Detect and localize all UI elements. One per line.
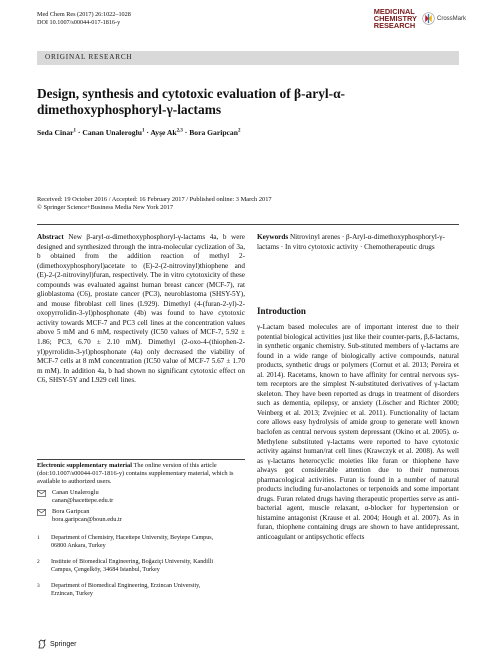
author-name[interactable]: Seda Cinar: [37, 128, 74, 137]
copyright-line: © Springer Science+Business Media New York 2017: [37, 204, 174, 212]
author-name[interactable]: Ayşe Ak: [150, 128, 177, 137]
title-line-2: dimethoxyphosphoryl-γ-lactams: [37, 102, 222, 117]
journal-logo: [374, 8, 417, 30]
article-title: [37, 86, 457, 118]
affiliation: [37, 534, 245, 550]
author-separator: ·: [146, 128, 149, 137]
divider: [37, 224, 459, 225]
affiliation: [37, 582, 245, 598]
publisher-mark: [37, 639, 76, 649]
journal-logo-area: [374, 8, 466, 30]
affiliation-number: 3: [37, 583, 40, 589]
affiliation-number: 1: [37, 535, 40, 541]
author-affil: 2,3: [176, 128, 183, 134]
author-name[interactable]: Canan Unaleroglu: [82, 128, 142, 137]
affiliation-line: Department of Biomedical Engineering, Erzincan University,: [51, 583, 201, 589]
journal-line: Med Chem Res (2017) 26:1022–1028: [37, 11, 131, 18]
keywords-label: Keywords: [257, 233, 289, 241]
contact-email[interactable]: canan@hacettepe.edu.tr: [52, 497, 114, 505]
abstract-section: [37, 233, 245, 386]
contact-name: Bora Garipcan: [52, 508, 90, 515]
author-separator: ·: [184, 128, 188, 137]
affiliation-line: Erzincan, Turkey: [51, 591, 93, 597]
affiliation: [37, 558, 245, 574]
esm-label: Electronic supplementary material: [37, 462, 133, 469]
title-line-1: Design, synthesis and cytotoxic evaluation of β-aryl-α-: [37, 86, 345, 101]
journal-reference: [37, 11, 131, 27]
envelope-icon: [37, 509, 46, 516]
history-dates: Received: 19 October 2016 / Accepted: 16 February 2017 / Published online: 3 March 2017: [37, 196, 272, 203]
affiliation-line: Institute of Biomedical Engineering, Boğaziçi University, Kandilli: [51, 559, 214, 565]
article-type: ORIGINAL RESEARCH: [45, 53, 133, 61]
publication-history: [37, 196, 272, 213]
envelope-icon: [37, 490, 46, 497]
author-list: [37, 128, 240, 137]
logo-line-1: MEDICINAL: [373, 7, 415, 16]
crossmark-label: CrossMark: [436, 15, 466, 22]
affiliation-number: 2: [37, 559, 40, 565]
logo-line-3: RESEARCH: [373, 21, 416, 31]
author-affil: 1: [73, 128, 76, 134]
keywords-text: Nitrovinyl arenes · β-Aryl-α-dimethoxyphosphoryl-γ-lactams · In vitro cytotoxic activity · Chemotherapeutic drugs: [257, 233, 445, 251]
contact-name: Canan Unaleroglu: [52, 489, 99, 496]
doi-line[interactable]: DOI 10.1007/s00044-017-1816-y: [37, 19, 121, 27]
footnote-divider: [37, 459, 245, 460]
section-heading-introduction: Introduction: [257, 306, 306, 316]
crossmark-badge[interactable]: [422, 12, 466, 25]
author-affil: 1: [141, 128, 145, 134]
author-name[interactable]: Bora Garipcan: [189, 128, 238, 137]
affiliation-line: Campus, Çengelköy, 34684 Istanbul, Turkey: [51, 567, 160, 573]
abstract-text: New β-aryl-α-dimethoxyphosphoryl-γ-lactams 4a, b were designed and synthesized through the intra-molecular cyclization of 3a, b obtained from the addition reaction of methyl 2-(dimethoxyphosphoryl)acetate to (E)-2-(2-nitrovinyl)thiophene and (E)-2-(2-nitrovinyl)furan, respectively. The in vitro cytotoxicity of these compounds was evaluated against human breast cancer (MCF-7), rat glioblastoma (C6), prostate cancer (PC3), neuroblastoma (SHSY-5Y), and mouse fibroblast cell lines (L929). Dimethyl (4-(furan-2-yl)-2-oxopyrrolidin-3-yl)phosphonate (4b) was found to have cytotoxic activity towards MCF-7 and PC3 cell lines at the concentration values above 5 mM and 6 mM, respectively (IC50 values of MCF-7, 5.92 ± 1.86; PC3, 6.70 ± 2.10 mM). Dimethyl (2-oxo-4-(thiophen-2-yl)pyrrolidin-3-yl)phosphonate (4a) only decreased the viability of MCF-7 cells at 8 mM concentration (IC50 value of MCF-7 5.67 ± 1.70 m mM). In addition 4a, b had shown no significant cytotoxic effect on C6, SHSY-5Y and L929 cell lines.: [37, 233, 246, 385]
abstract-label: Abstract: [37, 233, 64, 241]
introduction-text: γ-Lactam based molecules are of important interest due to their potential biological activities just like their counter-parts, β,δ-lactams, in synthetic organic chemistry. Sub-stituted members of γ-lactams are found in a wide range of biologically active compounds, natural products, synthetic drugs or polymers (Cornut et al. 2013; Pereira et al. 2014). Racetams, known to have affinity for central nervous sys-tem receptors are the simplest N-substituted derivatives of γ-lactam skeleton. They have been reported as drugs in treatment of disorders such as dementia, epilepsy, or anxiety (Löscher and Richter 2000; Veinberg et al. 2013; Zvejniec et al. 2011). Functionality of lactam core allows easy hydrolysis of amide group to generate well known baclofen as central nervous system depressant (Okino et al. 2005). α-Methylene substituted γ-lactams were reported to have cytotoxic activity against human/rat cell lines (Krawczyk et al. 2008). As well as γ-lactams heterocyclic moieties like furan or thiophene have always got considerable attention due to their numerous pharmacological activities. Furan is found in a number of natural products including fur-anolactones or terpenoids and some important drugs. Furan related drugs having therapeutic properties serve as anti-bacterial agent, muscle relaxant, α-blocker for hypertension or histamine antagonist (Krause et al. 2004; Hough et al. 2007). As in furan, thiophene containing drugs are shown to have antidepressant, anticoagulant or antipsychotic effects: [257, 323, 459, 542]
author-affil: 2: [237, 128, 241, 134]
keywords-section: [257, 233, 459, 252]
affiliation-line: 06800 Ankara, Turkey: [51, 543, 106, 549]
affiliation-line: Department of Chemistry, Hacettepe University, Beytepe Campus,: [51, 535, 214, 541]
esm-text: The online version of this article (doi:10.1007/s00044-017-1816-y) contains supplementary material, which is available to authorized users.: [37, 462, 234, 486]
crossmark-icon: [422, 12, 435, 25]
logo-line-2: CHEMISTRY: [373, 14, 417, 24]
springer-horse-icon: [37, 639, 47, 649]
supplementary-note: [37, 462, 245, 487]
publisher-name: Springer: [50, 640, 77, 648]
contact-email[interactable]: bora.garipcan@boun.edu.tr: [52, 516, 122, 524]
author-separator: ·: [77, 128, 81, 137]
contact-entry: [37, 508, 245, 524]
contact-entry: [37, 489, 245, 505]
